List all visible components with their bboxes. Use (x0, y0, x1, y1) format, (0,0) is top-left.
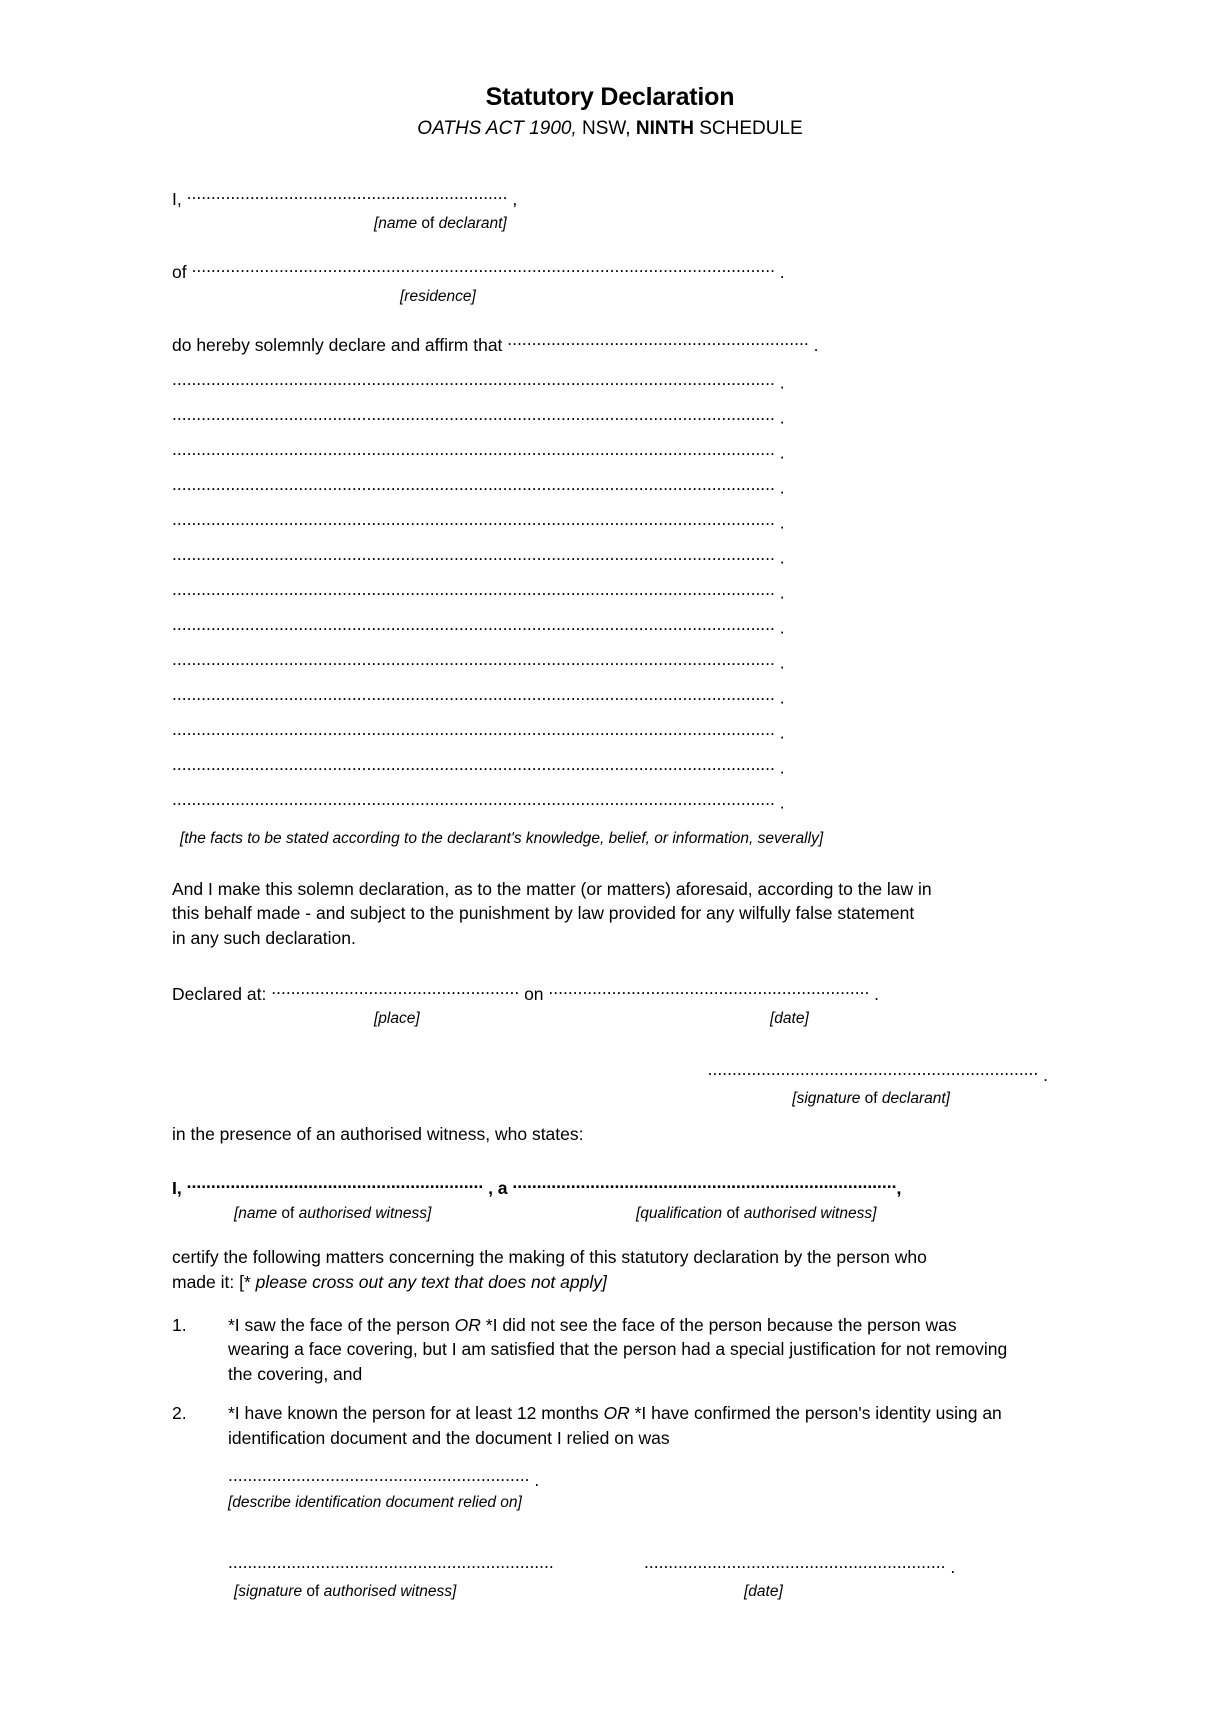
declarant-i-label: I, (172, 189, 182, 210)
declaration-blank-line[interactable] (172, 756, 1048, 791)
declaration-body-lines (172, 371, 1048, 826)
declaration-blank-line-dots[interactable]: ............................................................................................................................ (172, 615, 775, 634)
witness-date-caption: [date] (744, 1583, 783, 1601)
declaration-blank-line-dots[interactable]: ............................................................................................................................ (172, 685, 775, 704)
declared-on-label: on (519, 983, 549, 1004)
declarant-name-trailing: , (507, 189, 518, 210)
subtitle-jurisdiction: NSW, (576, 117, 636, 139)
declarant-name-field[interactable]: .................................................................. (186, 183, 508, 204)
declaration-blank-line-dots[interactable]: ............................................................................................................................ (172, 580, 775, 599)
declaration-blank-line-trailing: . (774, 372, 785, 393)
declaration-blank-line-dots[interactable]: ............................................................................................................................ (172, 370, 775, 389)
identification-document-trailing: . (529, 1469, 540, 1490)
declaration-blank-line[interactable] (172, 721, 1048, 756)
residence-trailing: . (774, 262, 785, 283)
declaration-blank-line[interactable] (172, 406, 1048, 441)
declaration-blank-line-trailing: . (774, 512, 785, 533)
declaration-blank-line[interactable] (172, 581, 1048, 616)
declare-affirm-line (172, 328, 1048, 357)
declaration-blank-line-dots[interactable]: ............................................................................................................................ (172, 405, 775, 424)
witness-qualification-caption (636, 1205, 876, 1224)
declared-at-label: Declared at: (172, 983, 267, 1004)
place-caption: [place] (374, 1009, 420, 1027)
witness-name-field[interactable]: ............................................................. (186, 1172, 484, 1193)
declaration-blank-line[interactable] (172, 371, 1048, 406)
witness-signature-caption (234, 1583, 456, 1602)
list-item-part2: *I did not see the face of the person because the person was wearing a face covering, but I am satisfied that the person had a special justification for not removing the covering, and (228, 1314, 1008, 1385)
declaration-blank-line-dots[interactable]: ............................................................................................................................ (172, 720, 775, 739)
caption-part-qwitness: authorised witness] (743, 1204, 877, 1222)
witness-i-label: I, (172, 1178, 182, 1199)
witness-captions (172, 1205, 1048, 1227)
declarant-name-line (172, 182, 1048, 211)
declarant-signature-field[interactable]: .................................................................... (707, 1058, 1039, 1079)
declaration-blank-line-dots[interactable]: ............................................................................................................................ (172, 510, 775, 529)
declarant-residence-line (172, 255, 1048, 284)
caption-part-declarant2: declarant] (881, 1090, 950, 1108)
declare-affirm-field[interactable]: .............................................................. (507, 329, 809, 350)
declaration-blank-line[interactable] (172, 651, 1048, 686)
caption-part-qual: [qualification (636, 1204, 723, 1222)
caption-part-of2: of (860, 1090, 882, 1108)
declaration-blank-line[interactable] (172, 511, 1048, 546)
declaration-blank-line-dots[interactable]: ............................................................................................................................ (172, 650, 775, 669)
declaration-blank-line-trailing: . (774, 547, 785, 568)
declaration-blank-line-dots[interactable]: ............................................................................................................................ (172, 790, 775, 809)
witness-qualification-field[interactable]: ............................................................................... (512, 1172, 897, 1193)
witness-date-field[interactable]: .............................................................. (644, 1552, 946, 1573)
witness-signature-captions (172, 1583, 1048, 1605)
declarant-residence-field[interactable]: ........................................................................................................................ (191, 256, 775, 277)
witness-comma-a: , a (483, 1178, 513, 1199)
caption-part-of: of (417, 214, 439, 232)
caption-part-sig: [signature (234, 1583, 303, 1601)
list-item-or: OR (603, 1403, 630, 1424)
declaration-blank-line[interactable] (172, 441, 1048, 476)
subtitle-act: OATHS ACT 1900, (417, 117, 577, 139)
witness-certification-list (172, 1313, 1048, 1513)
declaration-blank-line-trailing: . (774, 407, 785, 428)
caption-part-sigwitness: authorised witness] (323, 1583, 457, 1601)
declared-captions (172, 1010, 1048, 1032)
solemn-declaration-paragraph: And I make this solemn declaration, as to the matter (or matters) aforesaid, according to the law in this behalf made - and subject to the punishment by law provided for any wilfully false statement in any such declaration. (172, 878, 932, 949)
list-item-part2: *I have confirmed the person's identity using an identification document and the document I relied on was (228, 1403, 1002, 1449)
declare-affirm-label: do hereby solemnly declare and affirm that (172, 335, 503, 356)
declaration-blank-line[interactable] (172, 546, 1048, 581)
declaration-blank-line[interactable] (172, 476, 1048, 511)
subtitle-schedule-bold: NINTH (635, 117, 694, 139)
page-title: Statutory Declaration (485, 83, 735, 111)
declarant-signature-line (172, 1058, 1048, 1087)
declaration-blank-line-dots[interactable]: ............................................................................................................................ (172, 545, 775, 564)
declaration-blank-line-trailing: . (774, 792, 785, 813)
list-item (172, 1313, 1018, 1388)
certify-italic-note: please cross out any text that does not apply] (255, 1271, 607, 1292)
declarant-residence-caption: [residence] (400, 287, 476, 305)
declaration-blank-line[interactable] (172, 791, 1048, 826)
subtitle-schedule-rest: SCHEDULE (693, 117, 803, 139)
witness-date-line (644, 1552, 955, 1578)
declaration-blank-line-dots[interactable]: ............................................................................................................................ (172, 440, 775, 459)
list-item (172, 1401, 1018, 1451)
declaration-blank-line[interactable] (172, 686, 1048, 721)
witness-name-line (172, 1171, 1048, 1200)
witness-date-trailing: . (945, 1557, 956, 1578)
document-content (172, 84, 1048, 1605)
date-caption: [date] (770, 1009, 809, 1027)
page-subtitle (172, 118, 1048, 141)
caption-part-qof: of (722, 1204, 744, 1222)
witness-signature-field[interactable]: ................................................................... (228, 1552, 554, 1573)
declarant-signature-caption (172, 1090, 1048, 1109)
caption-part-name: [name (374, 214, 418, 232)
list-item-or: OR (454, 1314, 481, 1335)
caption-part-signature: [signature (792, 1090, 861, 1108)
list-item-part1: *I have known the person for at least 12 months (228, 1403, 604, 1424)
identification-document-field[interactable]: .............................................................. (228, 1464, 530, 1485)
declared-at-line (172, 977, 1048, 1006)
identification-document-line (228, 1465, 1048, 1491)
caption-part-wof: of (277, 1204, 299, 1222)
declaration-blank-line-dots[interactable]: ............................................................................................................................ (172, 475, 775, 494)
list-item-number: 2. (172, 1403, 187, 1424)
declaration-blank-line-dots[interactable]: ............................................................................................................................ (172, 755, 775, 774)
caption-part-wname: [name (234, 1204, 278, 1222)
facts-caption: [the facts to be stated according to the declarant's knowledge, belief, or information, severally] (180, 829, 824, 847)
declaration-blank-line-trailing: . (774, 617, 785, 638)
identification-document-caption: [describe identification document relied on] (228, 1493, 522, 1511)
declaration-blank-line-trailing: . (774, 442, 785, 463)
residence-of-label: of (172, 262, 187, 283)
declaration-blank-line-trailing: . (774, 652, 785, 673)
witness-signature-row (172, 1552, 1048, 1578)
declaration-blank-line-trailing: . (774, 582, 785, 603)
list-item-number: 1. (172, 1314, 187, 1335)
presence-line: in the presence of an authorised witness, who states: (172, 1123, 584, 1144)
declarant-name-caption (374, 215, 1048, 234)
witness-name-caption (234, 1205, 431, 1224)
declared-place-field[interactable]: ................................................... (271, 978, 520, 999)
declaration-blank-line-trailing: . (774, 757, 785, 778)
certify-paragraph (172, 1245, 972, 1295)
certify-text: certify the following matters concerning the making of this statutory declaration by the person who made it: [* (172, 1246, 927, 1292)
declared-trailing: . (869, 983, 880, 1004)
declared-date-field[interactable]: .................................................................. (548, 978, 870, 999)
declaration-blank-line-trailing: . (774, 687, 785, 708)
declaration-blank-line-trailing: . (774, 477, 785, 498)
caption-part-wwitness: authorised witness] (298, 1204, 432, 1222)
caption-part-declarant: declarant] (438, 214, 507, 232)
caption-part-sigof: of (302, 1583, 324, 1601)
declaration-blank-line-trailing: . (774, 722, 785, 743)
declaration-blank-line[interactable] (172, 616, 1048, 651)
declare-affirm-trailing: . (808, 335, 819, 356)
witness-trailing: , (896, 1178, 902, 1199)
list-item-part1: *I saw the face of the person (228, 1314, 455, 1335)
declarant-signature-trailing: . (1038, 1064, 1048, 1085)
